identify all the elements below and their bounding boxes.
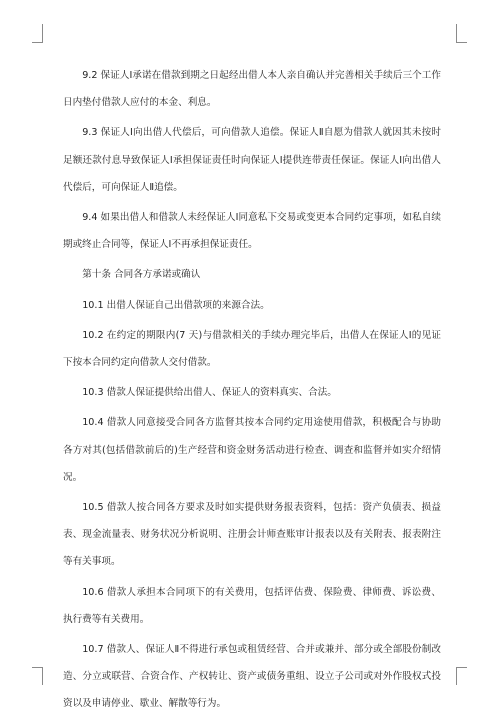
clause-10-5: 10.5 借款人按合同各方要求及时如实提供财务报表资料，包括：资产负债表、损益表、现金流量表、财务状况分析说明、注册会计师查账审计报表以及有关附表、报表附注等有关事项。 [63, 502, 441, 568]
clause-10-2: 10.2 在约定的期限内(7 天)与借款相关的手续办理完毕后，出借人在保证人Ⅰ的见证下按本合同约定向借款人交付借款。 [63, 329, 441, 369]
clause-9-4: 9.4 如果出借人和借款人未经保证人Ⅰ同意私下交易或变更本合同约定事项，如私自续期或终止合同等，保证人Ⅰ不再承担保证责任。 [63, 212, 441, 251]
document-body [63, 62, 441, 721]
clause-9-3: 9.3 保证人Ⅰ向出借人代偿后，可向借款人追偿。保证人Ⅱ自愿为借款人就因其未按时足额还款付息导致保证人Ⅰ承担保证责任时向保证人Ⅰ提供连带责任保证。保证人Ⅰ向出借人代偿后，可向保证人Ⅱ追偿。 [63, 127, 441, 193]
clause-10-6: 10.6 借款人承担本合同项下的有关费用，包括评估费、保险费、律师费、诉讼费、执行费等有关费用。 [63, 586, 441, 625]
clause-10-7: 10.7 借款人、保证人Ⅱ不得进行承包或租赁经营、合并或兼并、部分或全部股份制改造、分立或联营、合资合作、产权转让、资产或债务重组、设立子公司或对外作股权式投资以及申请停业、歇业、解散等行为。 [63, 644, 441, 710]
article-10-heading: 第十条 合同各方承诺或确认 [82, 269, 201, 281]
clause-9-2: 9.2 保证人Ⅰ承诺在借款到期之日起经出借人本人亲自确认并完善相关手续后三个工作日内垫付借款人应付的本金、利息。 [63, 70, 441, 109]
clause-10-3: 10.3 借款人保证提供给出借人、保证人的资料真实、合法。 [82, 387, 337, 399]
clause-10-1: 10.1 出借人保证自己出借款项的来源合法。 [82, 299, 270, 311]
clause-10-4: 10.4 借款人同意接受合同各方监督其按本合同约定用途使用借款，积极配合与协助各方对其(包括借款前后的)生产经营和资金财务活动进行检查、调查和监督并如实介绍情况。 [63, 417, 441, 483]
